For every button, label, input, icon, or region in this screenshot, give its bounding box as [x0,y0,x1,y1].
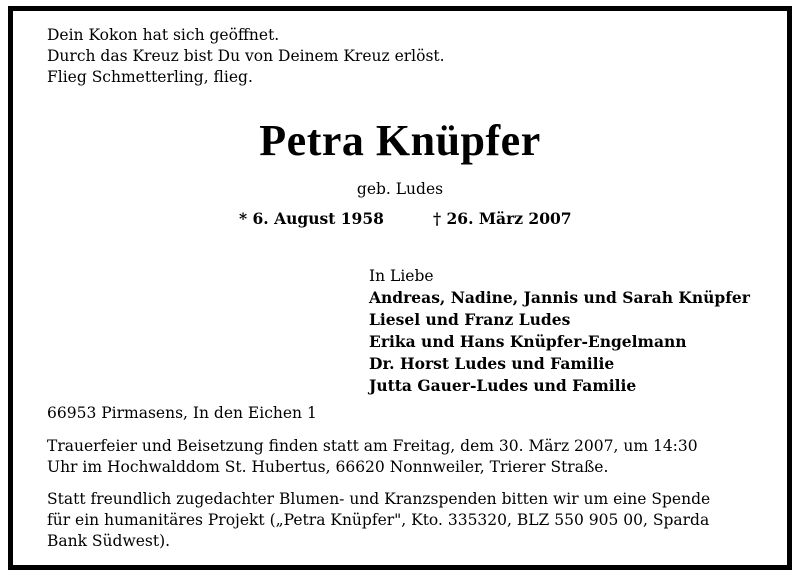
family-address: 66953 Pirmasens, In den Eichen 1 [47,404,317,422]
poem-line: Dein Kokon hat sich geöffnet. [47,26,280,44]
mourner-family: Liesel und Franz Ludes [369,310,571,329]
funeral-line: Uhr im Hochwalddom St. Hubertus, 66620 Nonnweiler, Trierer Straße. [47,458,609,476]
mourners-block [369,265,750,397]
funeral-line: Trauerfeier und Beisetzung finden statt am Freitag, dem 30. März 2007, um 14:30 [47,437,698,455]
mourner-family: Andreas, Nadine, Jannis und Sarah Knüpfer [369,288,750,307]
mourners-intro: In Liebe [369,267,434,285]
poem-line: Flieg Schmetterling, flieg. [47,68,253,86]
mourner-family: Erika und Hans Knüpfer-Engelmann [369,332,687,351]
donation-info [47,489,710,552]
donation-line: Bank Südwest). [47,532,171,550]
funeral-info [47,436,698,478]
obituary-notice [8,6,792,570]
poem-line: Durch das Kreuz bist Du von Deinem Kreuz erlöst. [47,47,445,65]
death-date: † 26. März 2007 [433,209,572,228]
donation-line: Statt freundlich zugedachter Blumen- und Kranzspenden bitten wir um eine Spende [47,490,711,508]
birth-date: * 6. August 1958 [239,209,384,228]
donation-line: für ein humanitäres Projekt („Petra Knüpfer", Kto. 335320, BLZ 550 905 00, Sparda [47,511,710,529]
maiden-name: geb. Ludes [356,180,444,198]
poem [47,25,445,88]
deceased-name: Petra Knüpfer [259,116,541,165]
mourner-family: Dr. Horst Ludes und Familie [369,354,615,373]
mourner-family: Jutta Gauer-Ludes und Familie [369,376,637,395]
